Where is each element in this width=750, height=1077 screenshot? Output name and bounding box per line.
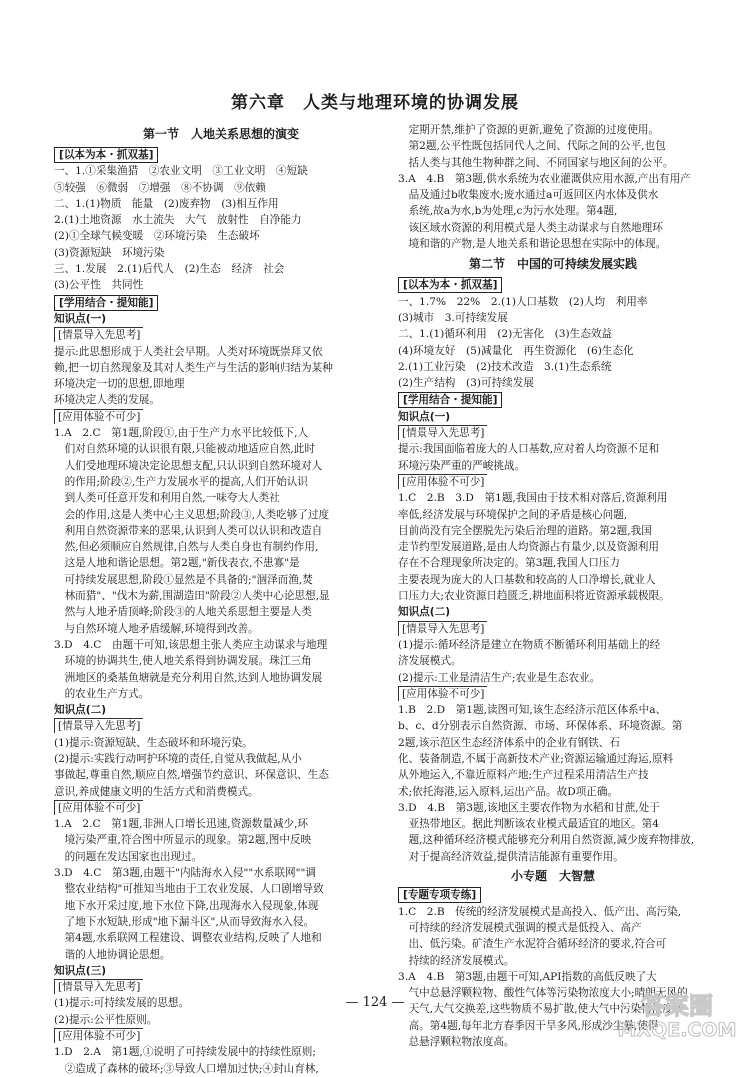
box-header-row (54, 146, 388, 163)
text-line: 境和谐的产物,是人地关系和谐论思想在实际中的体现。 (398, 238, 667, 251)
page-number: — 124 — (345, 995, 405, 1010)
watermark-text-bottom: MXQE.COM (617, 1019, 737, 1041)
box-header: [学用结合・提知能] (54, 295, 158, 311)
text-line: b、c、d分别表示自然资源、市场、环保体系、环境资源。第 (398, 720, 683, 733)
text-line: 目前尚没有完全摆脱先污染后治理的道路。第2题,我国 (398, 524, 652, 537)
subbox-row (54, 800, 388, 816)
text-line: 3.D 4.C 由题干可知,该思想主张人类应主动谋求与地理 (54, 638, 328, 651)
box-header: [学用结合・提知能] (398, 392, 502, 408)
subbox-row (398, 474, 708, 490)
box-header: [以本为本・抓双基] (398, 277, 502, 293)
text-line: 们对自然环境的认识很有限,只能被动地适应自然,此时 (54, 443, 315, 456)
text-line: 第2题,公平性既包括同代人之间、代际之间的公平,也包 (398, 140, 666, 153)
text-line: 1.C 2.B 传统的经济发展模式是高投入、低产出、高污染, (398, 905, 682, 918)
text-line: 可持续发展思想,阶段①显然是不具备的;"涸泽而渔,焚 (54, 573, 313, 586)
text-line: 3.A 4.B 第3题,由题干可知,API指数的高低反映了大 (398, 970, 657, 983)
subbox-row (54, 327, 388, 343)
text-line: 会的作用,这是人类中心主义思想;阶段③,人类吃够了过度 (54, 508, 330, 521)
text-line: 然,但必须顺应自然规律,自然与人类自身也有制约作用, (54, 541, 319, 554)
text-line: ②造成了森林的破坏;③导致人口增加过快;④封山育林, (54, 1062, 319, 1075)
text-line: 气中总悬浮颗粒物、酸性气体等污染物浓度大小;晴朗无风的 (398, 987, 688, 1000)
text-line: 林而猎"、"伐木为薪,围湖造田"阶段②人类中心论思想,显 (54, 590, 330, 603)
text-line: 3.A 4.B 第3题,供水系统为农业灌溉供应用水源,产出有用产 (398, 172, 691, 185)
left-column (54, 122, 388, 1077)
text-line: (2)提示:实践行动呵护环境的责任,自觉从我做起,从小 (54, 752, 302, 765)
subbox-row (54, 1028, 388, 1044)
text-line: 括人类与其他生物种群之间、不同国家与地区间的公平。 (398, 156, 674, 169)
text-line: 地下水开采过度,地下水位下降,出现海水入侵现象,体现 (54, 899, 319, 912)
text-line: 口压力大;农业资源日趋匮乏,耕地面积将近资源承载极限。 (398, 590, 670, 603)
text-line: (3)公平性 共同性 (54, 279, 144, 292)
box-header: [专题专项专练] (398, 887, 481, 903)
text-line: 一、1.7% 22% 2.(1)人口基数 (2)人均 利用率 (398, 295, 648, 308)
subbox-row (398, 686, 708, 702)
text-line: 谐的人地协调论思想。 (54, 948, 171, 961)
text-line: 意识,养成健康文明的生活方式和消费模式。 (54, 785, 259, 798)
text-line: 与自然环境人地矛盾缓解,环境得到改善。 (54, 622, 259, 635)
text-line: 3.D 4.C 第3题,由题干"内陆海水入侵""水系联网""调 (54, 867, 316, 880)
subsection-label: [情景导入先思考] (398, 425, 487, 440)
text-line: 一、1.①采集渔猎 ②农业文明 ③工业文明 ④短缺 (54, 165, 308, 178)
subbox-row (54, 718, 388, 734)
text-line: 三、1.发展 2.(1)后代人 (2)生态 经济 社会 (54, 263, 285, 276)
text-line: 二、1.(1)循环利用 (2)无害化 (3)生态效益 (398, 328, 613, 341)
subsection-label: [应用体验不可少] (54, 800, 143, 815)
text-line: (1)提示:资源短缺、生态破坏和环境污染。 (54, 736, 253, 749)
text-line: 高。第4题,每年北方春季因干旱多风,形成沙尘暴,使得 (398, 1019, 659, 1032)
box-header-row (398, 886, 708, 903)
knowledge-point-heading: 知识点(一) (398, 410, 451, 423)
box-header-row (398, 391, 708, 408)
section-title: 第二节 中国的可持续发展实践 (468, 257, 637, 272)
text-line: (2)提示:公平性原则。 (54, 1013, 158, 1026)
text-line: (3)城市 3.可持续发展 (398, 311, 508, 324)
text-line: 到人类可任意开发和利用自然,一味夸大人类社 (54, 492, 280, 505)
watermark-logo (612, 984, 742, 1042)
subbox-row (398, 621, 708, 637)
text-line: 赖,把一切自然现象及其对人类生产与生活的影响归结为某种 (54, 361, 333, 374)
text-line: 总悬浮颗粒物浓度高。 (398, 1036, 515, 1049)
text-line: 环境决定一切的思想,即地理 (54, 378, 185, 391)
subsection-label: [应用体验不可少] (54, 409, 143, 424)
text-line: 1.A 2.C 第1题,非洲人口增长迅速,资源数量减少,环 (54, 818, 309, 831)
right-column (398, 122, 708, 1050)
text-line: 1.A 2.C 第1题,阶段①,由于生产力水平比较低下,人 (54, 427, 309, 440)
subsection-label: [情景导入先思考] (54, 979, 143, 994)
text-line: 1.C 2.B 3.D 第1题,我国由于技术相对落后,资源利用 (398, 492, 668, 505)
text-line: 的作用;阶段②,生产力发展水平的提高,人们开始认识 (54, 475, 308, 488)
text-line: 化、装备制造,不属于高新技术产业;资源运输通过海运,原料 (398, 752, 674, 765)
subbox-row (54, 979, 388, 995)
text-line: 1.D 2.A 第1题,①说明了可持续发展中的持续性原则; (54, 1046, 316, 1059)
subsection-label: [应用体验不可少] (54, 1028, 143, 1043)
knowledge-point-heading: 知识点(二) (54, 704, 107, 717)
chapter-title: 第六章 人类与地理环境的协调发展 (231, 93, 519, 113)
text-line: 率低,经济发展与环境保护之间的矛盾是核心问题, (398, 508, 628, 521)
text-line: 定期开禁,维护了资源的更新,避免了资源的过度使用。 (398, 124, 659, 136)
text-line: (3)资源短缺 环境污染 (54, 246, 165, 259)
text-line: 该区域水资源的利用模式是人类主动谋求与自然地理环 (398, 221, 663, 234)
knowledge-point-heading: 知识点(三) (54, 964, 107, 977)
text-line: 济发展模式。 (398, 655, 462, 668)
text-line: 提示:此思想形成于人类社会早期。人类对环境既崇拜又依 (54, 345, 323, 358)
text-line: 亚热带地区。据此判断该农业模式最适宜的地区。第4 (398, 818, 659, 831)
text-line: 出、低污染。矿渣生产水泥符合循环经济的要求,符合可 (398, 938, 667, 951)
text-line: 了地下水短缺,形成"地下漏斗区",从而导致海水入侵。 (54, 915, 315, 928)
subsection-label: [应用体验不可少] (398, 686, 487, 701)
subsection-label: [情景导入先思考] (398, 621, 487, 636)
text-line: 1.B 2.D 第1题,读图可知,该生态经济示范区体系中a、 (398, 704, 667, 717)
text-line: 对于提高经济效益,提供清洁能源有重要作用。 (398, 850, 624, 863)
text-line: 事做起,尊重自然,顺应自然,增强节约意识、环保意识、生态 (54, 769, 329, 782)
text-line: (4)环境友好 (5)减量化 再生资源化 (6)生态化 (398, 344, 634, 357)
text-line: (2)①全球气候变暖 ②环境污染 生态破坏 (54, 230, 260, 243)
text-line: 提示:我国面临着庞大的人口基数,应对着人均资源不足和 (398, 443, 660, 456)
text-line: 然与人地矛盾顶峰;阶段③的人地关系思想主要是人类 (54, 606, 312, 619)
text-line: 洲地区的桑基鱼塘就是充分利用自然,达到人地协调发展 (54, 671, 323, 684)
text-line: (2)生产结构 (3)可持续发展 (398, 377, 534, 390)
text-line: 境污染严重,符合图中所显示的现象。第2题,图中反映 (54, 834, 312, 847)
text-line: 的问题在发达国家也出现过。 (54, 850, 203, 863)
knowledge-point-heading: 知识点(一) (54, 312, 107, 325)
text-line: 从外地运入,不靠近原料产地;生产过程采用清洁生产技 (398, 769, 649, 782)
topic-title: 小专题 大智慧 (510, 869, 595, 884)
text-line: 这是人地和谐论思想。第2题,"新伐表衣,不患寡"是 (54, 557, 300, 570)
text-line: 环境污染严重的严峻挑战。 (398, 459, 526, 472)
watermark-text-top: 答案圈 (641, 992, 713, 1020)
text-line: 持续的经济发展模式。 (398, 954, 515, 967)
text-line: 系统,故a为水,b为处理,c为污水处理。第4题, (398, 205, 618, 218)
text-line: (2)提示:工业是清洁生产;农业是生态农业。 (398, 671, 601, 684)
subsection-label: [情景导入先思考] (54, 327, 143, 342)
text-line: ⑤较强 ⑥微弱 ⑦增强 ⑧不协调 ⑨依赖 (54, 181, 266, 194)
text-line: 环境决定人类的发展。 (54, 394, 160, 407)
text-line: 2.(1)工业污染 (2)技术改造 3.(1)生态系统 (398, 360, 612, 373)
text-line: 主要表现为庞大的人口基数和较高的人口净增长,就业人 (398, 573, 656, 586)
text-line: 2题,该示范区生态经济体系中的企业有钢铁、石 (398, 736, 620, 749)
box-header-row (398, 276, 708, 293)
text-line: (1)提示:可持续发展的思想。 (54, 997, 190, 1010)
text-line: 第4题,水系联网工程建设、调整农业结构,反映了人地和 (54, 932, 322, 945)
text-line: 3.D 4.B 第3题,该地区主要农作物为水稻和甘蔗,处于 (398, 801, 660, 814)
box-header-row (54, 294, 388, 311)
text-line: (1)提示:循环经济是建立在物质不断循环利用基础上的经 (398, 638, 661, 651)
text-line: 人们受地理环境决定论思想支配,只认识到自然环境对人 (54, 459, 323, 472)
knowledge-point-heading: 知识点(二) (398, 606, 451, 619)
text-line: 环境的协调共生,使人地关系得到协调发展。珠江三角 (54, 655, 312, 668)
text-line: 天气,大气交换差,这些物质不易扩散,使大气中污染物浓度增 (398, 1003, 684, 1016)
text-line: 的农业生产方式。 (54, 687, 150, 700)
text-line: 存在不合理现象所决定的。第3题,我国人口压力 (398, 557, 620, 570)
text-line: 品及通过b收集废水;废水通过a可返回区内水体及供水 (398, 189, 659, 202)
text-line: 利用自然资源带来的恶果,认识到人类可以认识和改造自 (54, 524, 323, 537)
text-line: 可持续的经济发展模式强调的模式是低投入、高产 (398, 921, 642, 934)
subbox-row (54, 409, 388, 425)
section-title: 第一节 人地关系思想的演变 (142, 127, 299, 141)
subbox-row (398, 425, 708, 441)
text-line: 术;依托海港,运入原料,运出产品。故D项正确。 (398, 785, 619, 798)
text-line: 题,这种循环经济模式能够充分利用自然资源,减少废弃物排放, (398, 834, 695, 847)
text-line: 2.(1)土地资源 水土流失 大气 放射性 自净能力 (54, 214, 302, 227)
text-line: 二、1.(1)物质 能量 (2)废弃物 (3)相互作用 (54, 197, 279, 210)
text-line: 整农业结构"可推知当地由于工农业发展、人口剧增导致 (54, 883, 324, 896)
box-header: [以本为本・抓双基] (54, 147, 158, 163)
text-line: 走节约型发展道路,是由人均资源占有量少,以及资源利用 (398, 541, 659, 554)
subsection-label: [应用体验不可少] (398, 474, 487, 489)
subsection-label: [情景导入先思考] (54, 718, 143, 733)
